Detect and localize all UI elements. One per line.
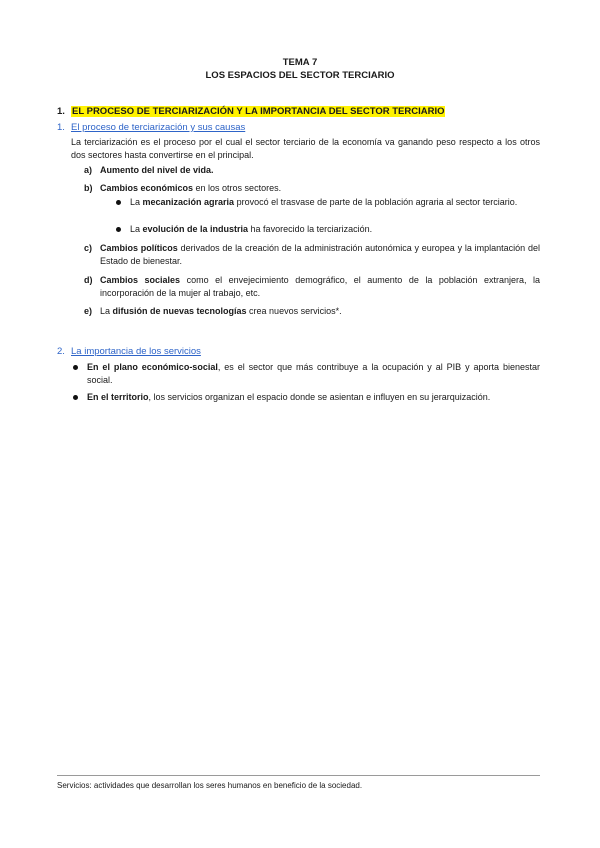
document-title: TEMA 7 (282, 57, 318, 68)
list-marker: b) (84, 183, 93, 193)
bullet-bold: mecanización agraria (142, 197, 235, 207)
section-heading (57, 106, 445, 117)
list-item-text: derivados de la creación de la administración autonómica y europea y la implantación del Estado de bienestar. (100, 243, 540, 266)
list-marker: a) (84, 165, 93, 175)
bullet-text: ha favorecido la terciarización. (248, 224, 373, 234)
list-item-d (100, 274, 540, 300)
footnote-separator (57, 775, 540, 776)
bullet-text: , es el sector que más contribuye a la ocupación y al PIB y aporta bienestar social. (87, 362, 540, 385)
footnote: Servicios: actividades que desarrollan los seres humanos en beneficio de la sociedad. (57, 781, 363, 790)
importance-bullet (87, 361, 540, 387)
list-item-text: como el envejecimiento demográfico, el aumento de la población extranjera, la incorporación de la mujer al trabajo, etc. (100, 275, 540, 298)
subsection-heading-2 (57, 346, 201, 357)
list-item-bold: Cambios políticos (100, 243, 178, 253)
list-marker: d) (84, 275, 93, 285)
list-item-e (100, 305, 540, 318)
list-item-b (100, 182, 540, 195)
bullet-bold: evolución de la industria (142, 224, 249, 234)
bullet-icon (73, 395, 78, 400)
subsection-number: 2. (57, 346, 65, 357)
sub-bullet-item (130, 196, 540, 209)
document-subtitle: LOS ESPACIOS DEL SECTOR TERCIARIO (205, 70, 395, 81)
bullet-icon (73, 365, 78, 370)
bullet-prefix: La (130, 197, 143, 207)
bullet-text: , los servicios organizan el espacio donde se asientan e influyen en su jerarquización. (148, 392, 491, 402)
intro-paragraph: La terciarización es el proceso por el cual el sector terciario de la economía va ganando peso respecto a los otros dos sectores hasta convertirse en el principal. (71, 137, 540, 160)
list-marker: e) (84, 306, 93, 316)
list-item-bold: difusión de nuevas tecnologías (112, 306, 247, 316)
subsection-number: 1. (57, 122, 65, 133)
list-item-bold: Aumento del nivel de vida. (100, 165, 214, 175)
section-number: 1. (57, 106, 65, 117)
bullet-text: provocó el trasvase de parte de la población agraria al sector terciario. (234, 197, 518, 207)
bullet-icon (116, 200, 121, 205)
importance-bullet (87, 391, 547, 404)
list-item-c (100, 242, 540, 268)
sub-bullet-item (130, 223, 540, 236)
list-item-prefix: La (100, 306, 113, 316)
bullet-icon (116, 227, 121, 232)
section-title-highlighted: EL PROCESO DE TERCIARIZACIÓN Y LA IMPORTANCIA DEL SECTOR TERCIARIO (72, 106, 445, 117)
bullet-bold: En el territorio (87, 392, 149, 402)
list-marker: c) (84, 243, 93, 253)
list-item-text: en los otros sectores. (193, 183, 282, 193)
subsection-title-link[interactable]: El proceso de terciarización y sus causas (71, 122, 246, 133)
bullet-bold: En el plano económico-social (87, 362, 218, 372)
subsection-title-link[interactable]: La importancia de los servicios (71, 346, 201, 357)
list-item-a (100, 164, 540, 177)
list-item-bold: Cambios sociales (100, 275, 181, 285)
subsection-heading-1 (57, 122, 245, 133)
list-item-bold: Cambios económicos (100, 183, 194, 193)
list-item-text: crea nuevos servicios*. (246, 306, 342, 316)
bullet-prefix: La (130, 224, 143, 234)
